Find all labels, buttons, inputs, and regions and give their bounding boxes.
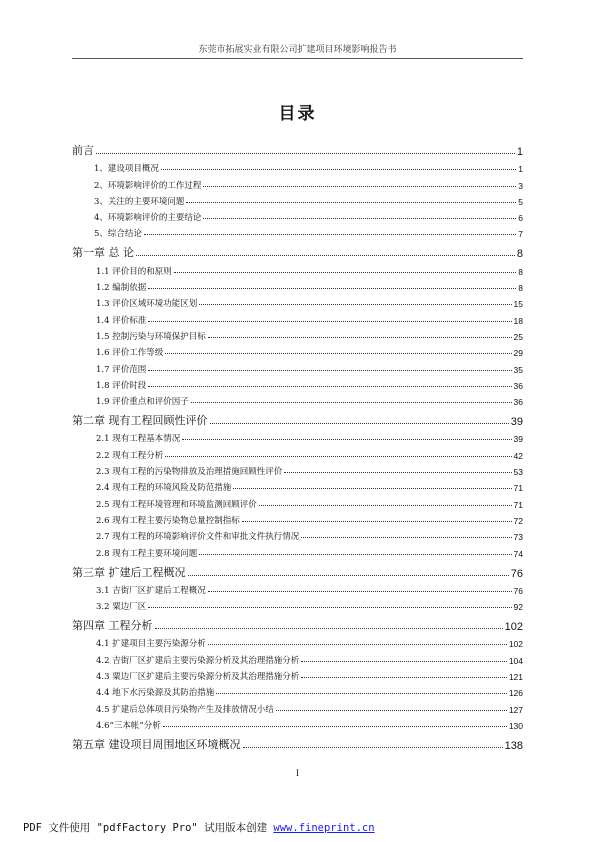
- toc-entry-page: 76: [513, 585, 523, 596]
- toc-entry[interactable]: [72, 526, 523, 542]
- toc-entry[interactable]: [72, 444, 523, 460]
- toc-entry-page: 3: [518, 180, 523, 191]
- toc-entry-page: 126: [508, 688, 523, 699]
- toc-leader-dots: [208, 591, 512, 592]
- toc-entry-page: 25: [513, 331, 523, 342]
- toc-leader-dots: [301, 677, 507, 678]
- toc-entry-label: 4.1 扩建项目主要污染源分析: [96, 639, 206, 650]
- toc-leader-dots: [182, 439, 511, 440]
- toc-entry-page: 138: [504, 739, 523, 752]
- toc-entry-label: 2.8 现有工程主要环境问题: [96, 548, 198, 559]
- toc-entry[interactable]: [72, 158, 523, 174]
- toc-entry[interactable]: [72, 277, 523, 293]
- toc-entry[interactable]: [72, 137, 523, 158]
- toc-entry[interactable]: [72, 174, 523, 190]
- toc-leader-dots: [174, 272, 517, 273]
- toc-leader-dots: [155, 628, 503, 629]
- toc-leader-dots: [188, 575, 509, 576]
- toc-entry-label: 4、环境影响评价的主要结论: [94, 213, 202, 224]
- toc-leader-dots: [233, 488, 511, 489]
- toc-leader-dots: [136, 255, 515, 256]
- toc-entry-page: 71: [513, 483, 523, 494]
- page-number: I: [296, 768, 299, 778]
- toc-leader-dots: [199, 554, 511, 555]
- toc-entry-page: 18: [513, 315, 523, 326]
- toc-entry-page: 72: [513, 515, 523, 526]
- toc-entry-label: 1.2 编制依据: [96, 283, 147, 294]
- toc-entry-page: 53: [513, 467, 523, 478]
- toc-entry-page: 1: [516, 146, 523, 158]
- header-divider: [72, 58, 523, 59]
- toc-entry-label: 第二章 现有工程回顾性评价: [72, 414, 208, 428]
- toc-entry-page: 71: [513, 499, 523, 510]
- toc-entry[interactable]: [72, 293, 523, 309]
- toc-leader-dots: [96, 153, 515, 154]
- toc-entry[interactable]: [72, 596, 523, 612]
- pdf-footer: [23, 820, 375, 835]
- toc-leader-dots: [148, 321, 511, 322]
- toc-entry-page: 1: [518, 164, 523, 175]
- toc-entry-page: 5: [518, 196, 523, 207]
- toc-entry[interactable]: [72, 698, 523, 714]
- toc-entry-page: 127: [508, 704, 523, 715]
- toc-entry-page: 39: [510, 416, 523, 429]
- toc-entry-label: 5、综合结论: [94, 229, 142, 240]
- toc-entry[interactable]: [72, 510, 523, 526]
- toc-entry[interactable]: [72, 239, 523, 260]
- toc-leader-dots: [203, 186, 516, 187]
- toc-leader-dots: [203, 218, 516, 219]
- toc-entry-page: 130: [508, 720, 523, 731]
- toc-leader-dots: [199, 304, 511, 305]
- toc-entry[interactable]: [72, 477, 523, 493]
- toc-entry-page: 6: [518, 213, 523, 224]
- toc-leader-dots: [148, 288, 516, 289]
- toc-entry-label: 3、关注的主要环境问题: [94, 196, 185, 207]
- toc-entry-label: 4.3 粟边厂区扩建后主要污染源分析及其治理措施分析: [96, 672, 300, 683]
- toc-entry[interactable]: [72, 542, 523, 558]
- toc-entry-page: 36: [513, 380, 523, 391]
- running-header: 东莞市拓展实业有限公司扩建项目环境影响报告书: [198, 45, 397, 55]
- toc-entry-label: 前言: [72, 144, 94, 157]
- toc-entry-label: 第一章 总 论: [72, 246, 134, 260]
- toc-entry-page: 36: [513, 397, 523, 408]
- toc-entry-page: 39: [513, 434, 523, 445]
- toc-entry-label: 1、建设项目概况: [94, 164, 159, 175]
- toc-entry[interactable]: [72, 260, 523, 276]
- toc-entry-label: 2.1 现有工程基本情况: [96, 434, 181, 445]
- toc-entry-page: 29: [513, 348, 523, 359]
- toc-entry-page: 73: [513, 532, 523, 543]
- toc-entry[interactable]: [72, 358, 523, 374]
- toc-leader-dots: [216, 693, 507, 694]
- toc-entry[interactable]: [72, 428, 523, 444]
- toc-leader-dots: [165, 456, 511, 457]
- toc-entry-label: 1.8 评价时段: [96, 380, 147, 391]
- toc-entry-page: 121: [508, 672, 523, 683]
- toc-entry[interactable]: [72, 731, 523, 752]
- toc-entry-page: 8: [518, 283, 523, 294]
- toc-entry[interactable]: [72, 493, 523, 509]
- toc-entry[interactable]: [72, 612, 523, 633]
- toc-entry-label: 2.5 现有工程环境管理和环境监测回顾评价: [96, 499, 257, 510]
- toc-entry-label: 3.2 粟边厂区: [96, 602, 147, 613]
- toc-entry-label: 2.6 现有工程主要污染物总量控制指标: [96, 515, 240, 526]
- toc-entry[interactable]: [72, 342, 523, 358]
- table-of-contents: [72, 137, 523, 752]
- toc-entry-page: 92: [513, 602, 523, 613]
- toc-entry[interactable]: [72, 391, 523, 407]
- toc-entry-label: 第四章 工程分析: [72, 619, 153, 633]
- toc-leader-dots: [186, 202, 516, 203]
- toc-leader-dots: [148, 386, 511, 387]
- toc-entry-page: 102: [508, 639, 523, 650]
- toc-entry[interactable]: [72, 207, 523, 223]
- toc-entry[interactable]: [72, 715, 523, 731]
- toc-leader-dots: [163, 726, 507, 727]
- toc-leader-dots: [144, 234, 516, 235]
- toc-leader-dots: [301, 661, 507, 662]
- toc-leader-dots: [276, 710, 507, 711]
- toc-leader-dots: [191, 402, 512, 403]
- toc-entry-page: 42: [513, 450, 523, 461]
- toc-entry-page: 35: [513, 364, 523, 375]
- toc-entry-label: 3.1 吉街厂区扩建后工程概况: [96, 585, 206, 596]
- toc-entry-page: 104: [508, 655, 523, 666]
- toc-entry-label: 4.6“三本帐”分析: [96, 720, 161, 731]
- toc-entry-label: 1.3 评价区域环境功能区划: [96, 299, 198, 310]
- toc-entry[interactable]: [72, 223, 523, 239]
- toc-entry[interactable]: [72, 633, 523, 649]
- toc-entry-label: 4.5 扩建后总体项目污染物产生及排放情况小结: [96, 704, 274, 715]
- toc-entry[interactable]: [72, 326, 523, 342]
- toc-entry-label: 第三章 扩建后工程概况: [72, 565, 186, 579]
- toc-leader-dots: [208, 644, 507, 645]
- toc-entry[interactable]: [72, 682, 523, 698]
- footer-text: PDF 文件使用 "pdfFactory Pro" 试用版本创建: [23, 822, 274, 834]
- toc-entry[interactable]: [72, 191, 523, 207]
- toc-entry-label: 1.9 评价重点和评价因子: [96, 397, 189, 408]
- page-title: 目录: [278, 104, 317, 124]
- toc-entry-page: 7: [518, 229, 523, 240]
- toc-entry[interactable]: [72, 649, 523, 665]
- toc-entry[interactable]: [72, 559, 523, 580]
- toc-entry-label: 4.4 地下水污染源及其防治措施: [96, 688, 215, 699]
- toc-entry[interactable]: [72, 309, 523, 325]
- toc-entry-page: 74: [513, 548, 523, 559]
- toc-leader-dots: [161, 169, 516, 170]
- footer-link[interactable]: www.fineprint.cn: [273, 822, 375, 834]
- toc-leader-dots: [301, 537, 511, 538]
- toc-leader-dots: [243, 747, 503, 748]
- toc-entry-label: 1.6 评价工作等级: [96, 348, 164, 359]
- toc-entry[interactable]: [72, 375, 523, 391]
- toc-entry-page: 8: [518, 266, 523, 277]
- toc-entry-page: 15: [513, 299, 523, 310]
- toc-leader-dots: [148, 370, 511, 371]
- toc-entry-label: 1.5 控制污染与环境保护目标: [96, 331, 206, 342]
- toc-entry-label: 2.2 现有工程分析: [96, 450, 164, 461]
- toc-entry-label: 4.2 吉街厂区扩建后主要污染源分析及其治理措施分析: [96, 655, 300, 666]
- toc-entry-page: 8: [516, 248, 523, 261]
- toc-entry-label: 2.4 现有工程的环境风险及防范措施: [96, 483, 232, 494]
- toc-entry-label: 1.7 评价范围: [96, 364, 147, 375]
- toc-entry-page: 102: [504, 621, 523, 634]
- toc-leader-dots: [148, 607, 511, 608]
- toc-leader-dots: [242, 521, 512, 522]
- toc-leader-dots: [284, 472, 511, 473]
- toc-entry-label: 2.3 现有工程的污染物排放及治理措施回顾性评价: [96, 467, 283, 478]
- toc-entry[interactable]: [72, 666, 523, 682]
- toc-leader-dots: [208, 337, 512, 338]
- toc-entry-label: 2.7 现有工程的环境影响评价文件和审批文件执行情况: [96, 532, 300, 543]
- toc-entry-page: 76: [510, 567, 523, 580]
- toc-entry[interactable]: [72, 580, 523, 596]
- toc-entry[interactable]: [72, 407, 523, 428]
- toc-leader-dots: [259, 505, 512, 506]
- toc-entry-label: 1.1 评价目的和原则: [96, 266, 172, 277]
- toc-leader-dots: [165, 353, 511, 354]
- toc-leader-dots: [210, 423, 509, 424]
- toc-entry-label: 1.4 评价标准: [96, 315, 147, 326]
- toc-entry-label: 2、环境影响评价的工作过程: [94, 180, 202, 191]
- toc-entry[interactable]: [72, 461, 523, 477]
- toc-entry-label: 第五章 建设项目周围地区环境概况: [72, 737, 241, 751]
